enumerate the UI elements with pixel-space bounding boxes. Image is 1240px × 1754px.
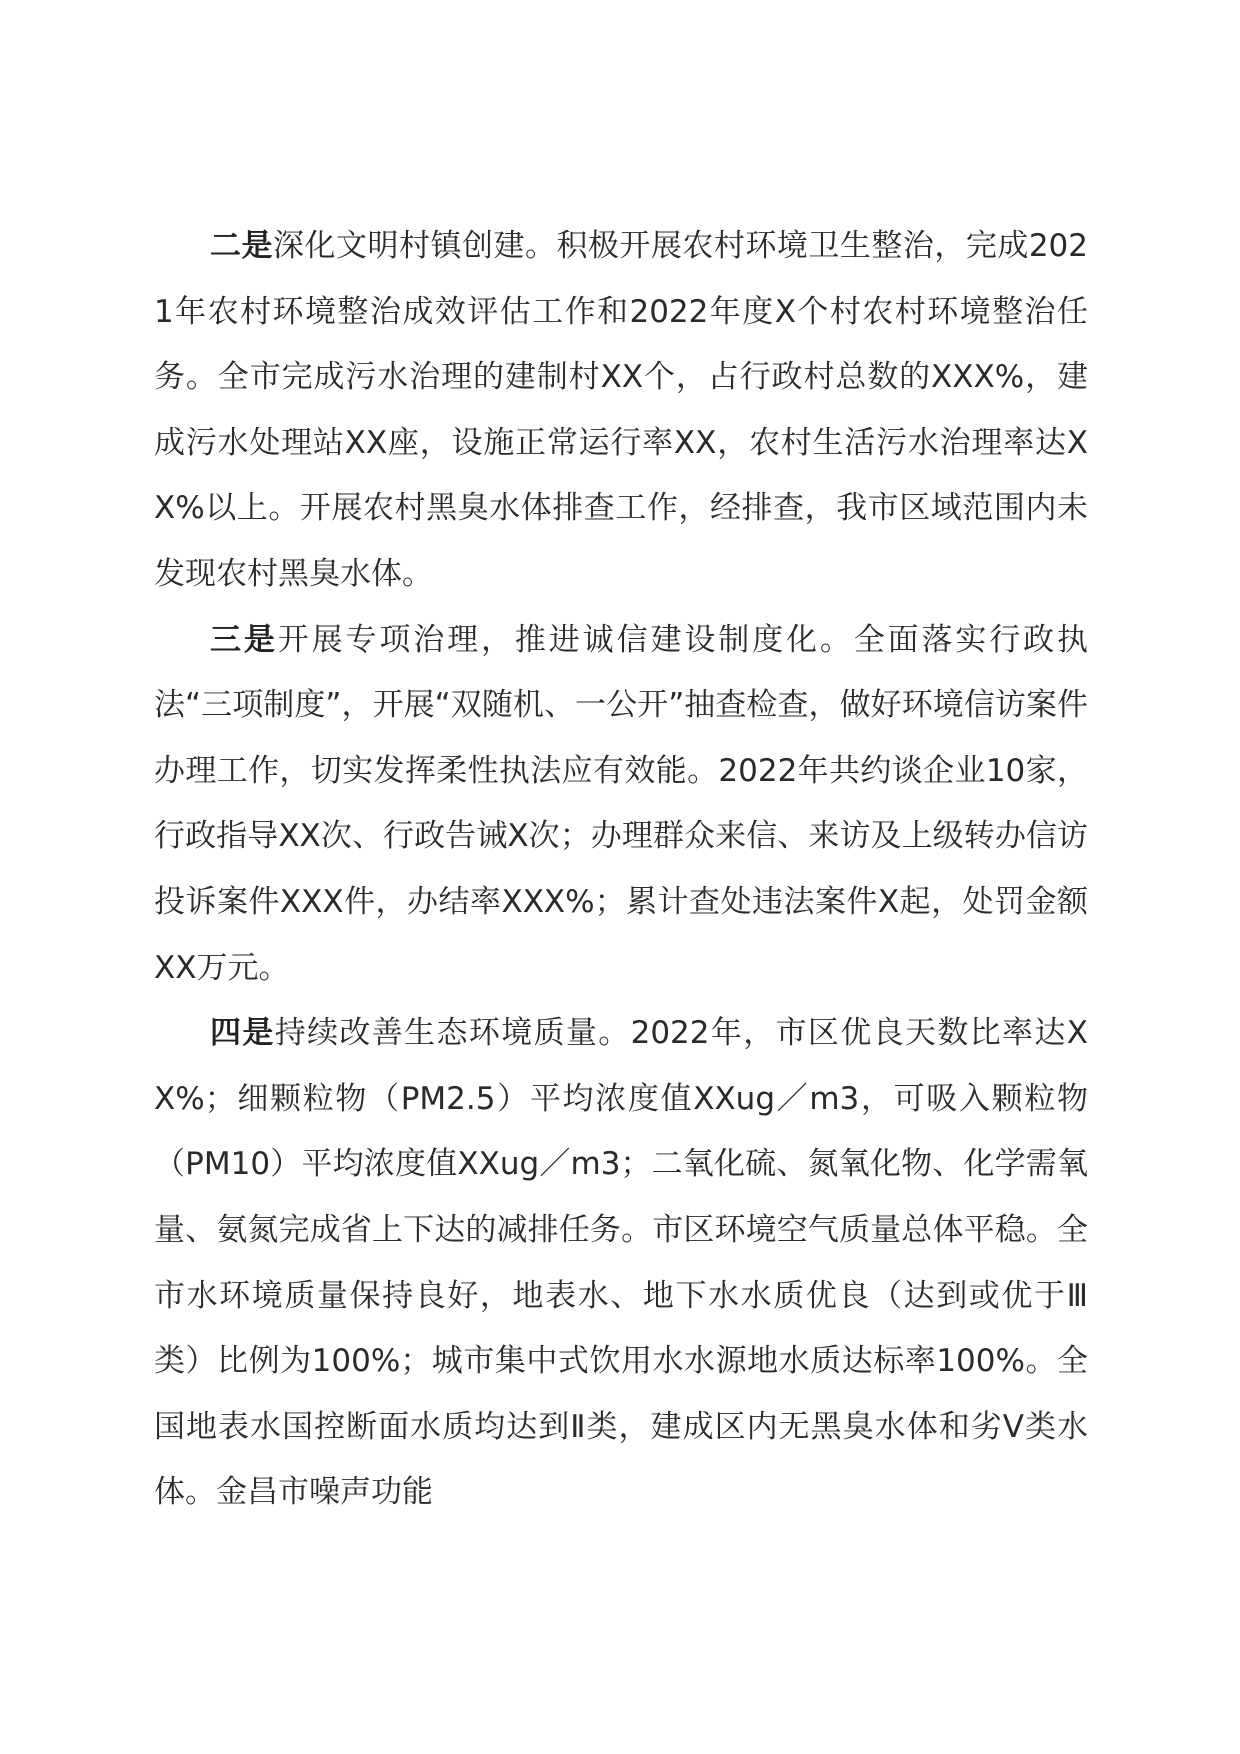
paragraph-text: 深化文明村镇创建。积极开展农村环境卫生整治，完成2021年农村环境整治成效评估工作和2022年度X个村农村环境整治任务。全市完成污水治理的建制村XX个，占行政村总数的XXX%，建成污水处理站XX座，设施正常运行率XX，农村生活污水治理率达XX%以上。开展农村黑臭水体排查工作，经排查，我市区域范围内未发现农村黑臭水体。 [154,228,1089,592]
paragraph-text: 开展专项治理，推进诚信建设制度化。全面落实行政执法“三项制度”，开展“双随机、一公开”抽查检查，做好环境信访案件办理工作，切实发挥柔性执法应有效能。2022年共约谈企业10家，行政指导XX次、行政告诫X次；办理群众来信、来访及上级转办信访投诉案件XXX件，办结率XXX%；累计查处违法案件X起，处罚金额XX万元。 [154,621,1089,986]
document-body [154,214,1088,1526]
paragraph-2 [154,214,1088,608]
paragraph-4 [154,1001,1088,1526]
paragraph-lead: 二是 [210,228,273,264]
paragraph-3 [154,608,1088,1002]
paragraph-lead: 三是 [210,621,278,658]
paragraph-lead: 四是 [210,1015,275,1052]
paragraph-text: 持续改善生态环境质量。2022年，市区优良天数比率达XX%；细颗粒物（PM2.5）平均浓度值XXug／m3，可吸入颗粒物（PM10）平均浓度值XXug／m3；二氧化硫、氮氧化物、化学需氧量、氨氮完成省上下达的减排任务。市区环境空气质量总体平稳。全市水环境质量保持良好，地表水、地下水水质优良（达到或优于Ⅲ类）比例为100%；城市集中式饮用水水源地水质达标率100%。全国地表水国控断面水质均达到Ⅱ类，建成区内无黑臭水体和劣Ⅴ类水体。金昌市噪声功能 [154,1015,1088,1511]
